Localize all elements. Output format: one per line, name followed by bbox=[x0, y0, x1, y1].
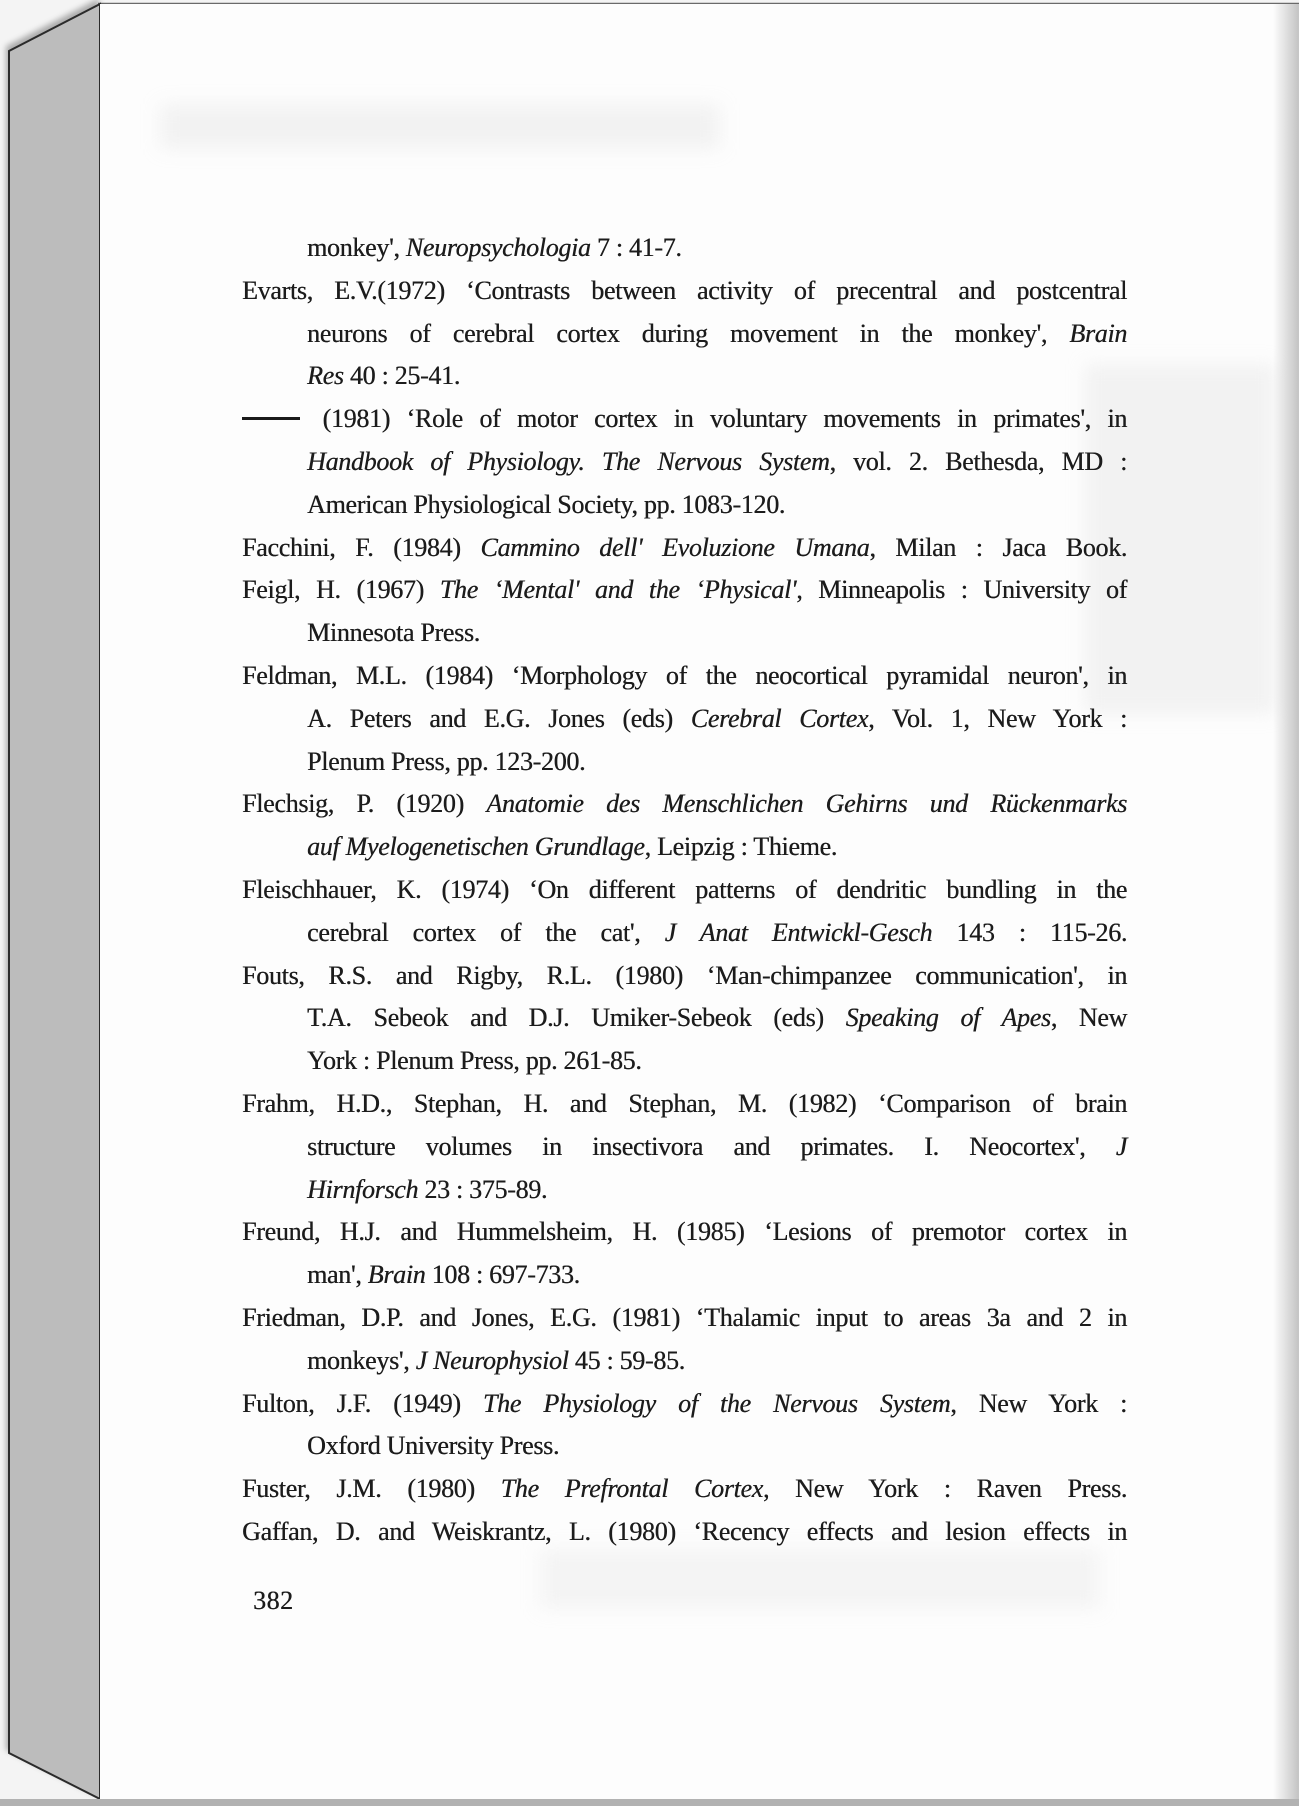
reference-text-segment: Fleischhauer, K. (1974) ‘On different patterns of dendritic bundling in the bbox=[242, 874, 1127, 904]
reference-line bbox=[242, 955, 1127, 998]
reference-text-segment: , Leipzig : Thieme. bbox=[644, 832, 837, 862]
reference-line bbox=[307, 912, 1127, 955]
scan-smudge bbox=[160, 104, 720, 149]
reference-text-segment: Res bbox=[307, 361, 344, 391]
reference-text-segment: , vol. 2. Bethesda, MD : bbox=[829, 446, 1127, 476]
reference-text-segment: Handbook of Physiology. The Nervous System bbox=[307, 446, 830, 476]
reference-line bbox=[242, 270, 1127, 313]
reference-text-segment: Freund, H.J. and Hummelsheim, H. (1985) ‘Lesions of premotor cortex in bbox=[242, 1217, 1127, 1247]
book-spine-edge bbox=[9, 4, 100, 1799]
reference-text-segment: , New York : bbox=[950, 1388, 1127, 1418]
reference-text-segment: Hirnforsch bbox=[307, 1174, 419, 1204]
reference-line bbox=[242, 398, 1127, 441]
reference-text-segment: Neuropsychologia bbox=[405, 233, 591, 262]
reference-line bbox=[307, 698, 1127, 741]
reference-line bbox=[307, 441, 1127, 484]
reference-text-segment: 108 : 697-733. bbox=[425, 1260, 580, 1290]
reference-text-segment: J Neurophysiol bbox=[415, 1345, 569, 1375]
reference-line bbox=[242, 527, 1127, 570]
reference-text-segment: Speaking of Apes bbox=[845, 1003, 1051, 1033]
reference-line bbox=[242, 869, 1127, 912]
reference-line bbox=[307, 997, 1127, 1040]
reference-text-segment: neurons of cerebral cortex during movement in the monkey', bbox=[307, 318, 1070, 348]
reference-text-segment: Friedman, D.P. and Jones, E.G. (1981) ‘Thalamic input to areas 3a and 2 in bbox=[242, 1302, 1127, 1332]
reference-text-segment: 40 : 25-41. bbox=[343, 361, 460, 391]
reference-line bbox=[307, 355, 1127, 398]
reference-text-segment: Cammino dell' Evoluzione Umana bbox=[480, 532, 870, 562]
reference-line bbox=[307, 1126, 1127, 1169]
reference-text-segment: , Minneapolis : University of bbox=[796, 575, 1127, 605]
reference-text-segment: monkeys', bbox=[307, 1345, 416, 1375]
reference-text-segment: Gaffan, D. and Weiskrantz, L. (1980) ‘Recency effects and lesion effects in bbox=[242, 1516, 1127, 1546]
reference-text-segment: J bbox=[1115, 1131, 1127, 1161]
reference-line bbox=[242, 1511, 1127, 1554]
reference-line bbox=[307, 1254, 1127, 1297]
reference-text-segment: Facchini, F. (1984) bbox=[242, 532, 481, 562]
reference-line bbox=[307, 1340, 1127, 1383]
reference-text-segment: Minnesota Press. bbox=[307, 618, 480, 648]
reference-line bbox=[242, 1083, 1127, 1126]
reference-line bbox=[307, 1040, 1127, 1083]
reference-line bbox=[242, 1468, 1127, 1511]
reference-text-segment: Fuster, J.M. (1980) bbox=[242, 1474, 501, 1504]
reference-text-segment: Flechsig, P. (1920) bbox=[242, 789, 487, 819]
reference-text-segment: Evarts, E.V.(1972) ‘Contrasts between activity of precentral and postcentral bbox=[242, 275, 1127, 305]
bibliography-text-block bbox=[242, 227, 1127, 1554]
reference-text-segment: 143 : 115-26. bbox=[932, 917, 1128, 947]
reference-text-segment: Feldman, M.L. (1984) ‘Morphology of the neocortical pyramidal neuron', in bbox=[242, 660, 1127, 690]
reference-text-segment: The ‘Mental' and the ‘Physical' bbox=[439, 575, 797, 605]
reference-text-segment: Brain bbox=[1069, 318, 1127, 348]
reference-line bbox=[242, 569, 1127, 612]
reference-text-segment: American Physiological Society, pp. 1083-120. bbox=[307, 489, 786, 519]
reference-line bbox=[307, 484, 1127, 527]
reference-text-segment: , New bbox=[1050, 1003, 1127, 1033]
reference-line bbox=[242, 783, 1127, 826]
reference-text-segment: York : Plenum Press, pp. 261-85. bbox=[307, 1046, 642, 1076]
reference-text-segment: cerebral cortex of the cat', bbox=[307, 917, 665, 947]
reference-line bbox=[242, 1297, 1127, 1340]
reference-text-segment: (1981) ‘Role of motor cortex in voluntary movements in primates', in bbox=[306, 404, 1127, 434]
same-author-dash bbox=[242, 417, 300, 420]
reference-text-segment: J Anat Entwickl-Gesch bbox=[664, 917, 933, 947]
reference-line bbox=[307, 741, 1127, 784]
bottom-edge-strip bbox=[0, 1799, 1299, 1806]
reference-text-segment: auf Myelogenetischen Grundlage bbox=[307, 832, 645, 862]
reference-text-segment: Fouts, R.S. and Rigby, R.L. (1980) ‘Man-chimpanzee communication', in bbox=[242, 960, 1127, 990]
reference-text-segment: Frahm, H.D., Stephan, H. and Stephan, M. (1982) ‘Comparison of brain bbox=[242, 1088, 1127, 1118]
reference-text-segment: Brain bbox=[367, 1260, 426, 1290]
reference-line bbox=[242, 655, 1127, 698]
reference-line bbox=[307, 1425, 1127, 1468]
reference-text-segment: Oxford University Press. bbox=[307, 1431, 560, 1461]
reference-text-segment: Plenum Press, pp. 123-200. bbox=[307, 746, 586, 776]
reference-text-segment: structure volumes in insectivora and primates. I. Neocortex', bbox=[307, 1131, 1116, 1161]
reference-text-segment: 23 : 375-89. bbox=[418, 1174, 548, 1204]
page-number: 382 bbox=[253, 1586, 294, 1615]
reference-line bbox=[242, 1211, 1127, 1254]
paper-page bbox=[100, 4, 1299, 1799]
reference-text-segment: , Milan : Jaca Book. bbox=[869, 532, 1127, 562]
page-right-edge-shade bbox=[1273, 4, 1299, 1799]
reference-text-segment: T.A. Sebeok and D.J. Umiker-Sebeok (eds) bbox=[307, 1003, 846, 1033]
reference-text-segment: monkey', bbox=[307, 233, 406, 262]
reference-text-segment: Fulton, J.F. (1949) bbox=[242, 1388, 483, 1418]
reference-text-segment: Anatomie des Menschlichen Gehirns und Rückenmarks bbox=[486, 789, 1127, 819]
reference-line bbox=[307, 313, 1127, 356]
reference-text-segment: 45 : 59-85. bbox=[568, 1345, 685, 1375]
reference-line bbox=[307, 826, 1127, 869]
reference-line bbox=[307, 612, 1127, 655]
reference-text-segment: Cerebral Cortex bbox=[690, 703, 869, 733]
reference-text-segment: Feigl, H. (1967) bbox=[242, 575, 440, 605]
reference-text-segment: A. Peters and E.G. Jones (eds) bbox=[307, 703, 691, 733]
reference-text-segment: 7 : 41-7. bbox=[590, 233, 682, 262]
reference-text-segment: The Prefrontal Cortex bbox=[500, 1474, 763, 1504]
reference-text-segment: The Physiology of the Nervous System bbox=[482, 1388, 951, 1418]
reference-text-segment: , New York : Raven Press. bbox=[762, 1474, 1127, 1504]
reference-text-segment: , Vol. 1, New York : bbox=[868, 703, 1127, 733]
reference-line bbox=[307, 227, 1127, 270]
scan-smudge bbox=[540, 1549, 1100, 1609]
reference-line bbox=[242, 1383, 1127, 1426]
reference-text-segment: man', bbox=[307, 1260, 368, 1290]
reference-line bbox=[307, 1169, 1127, 1212]
